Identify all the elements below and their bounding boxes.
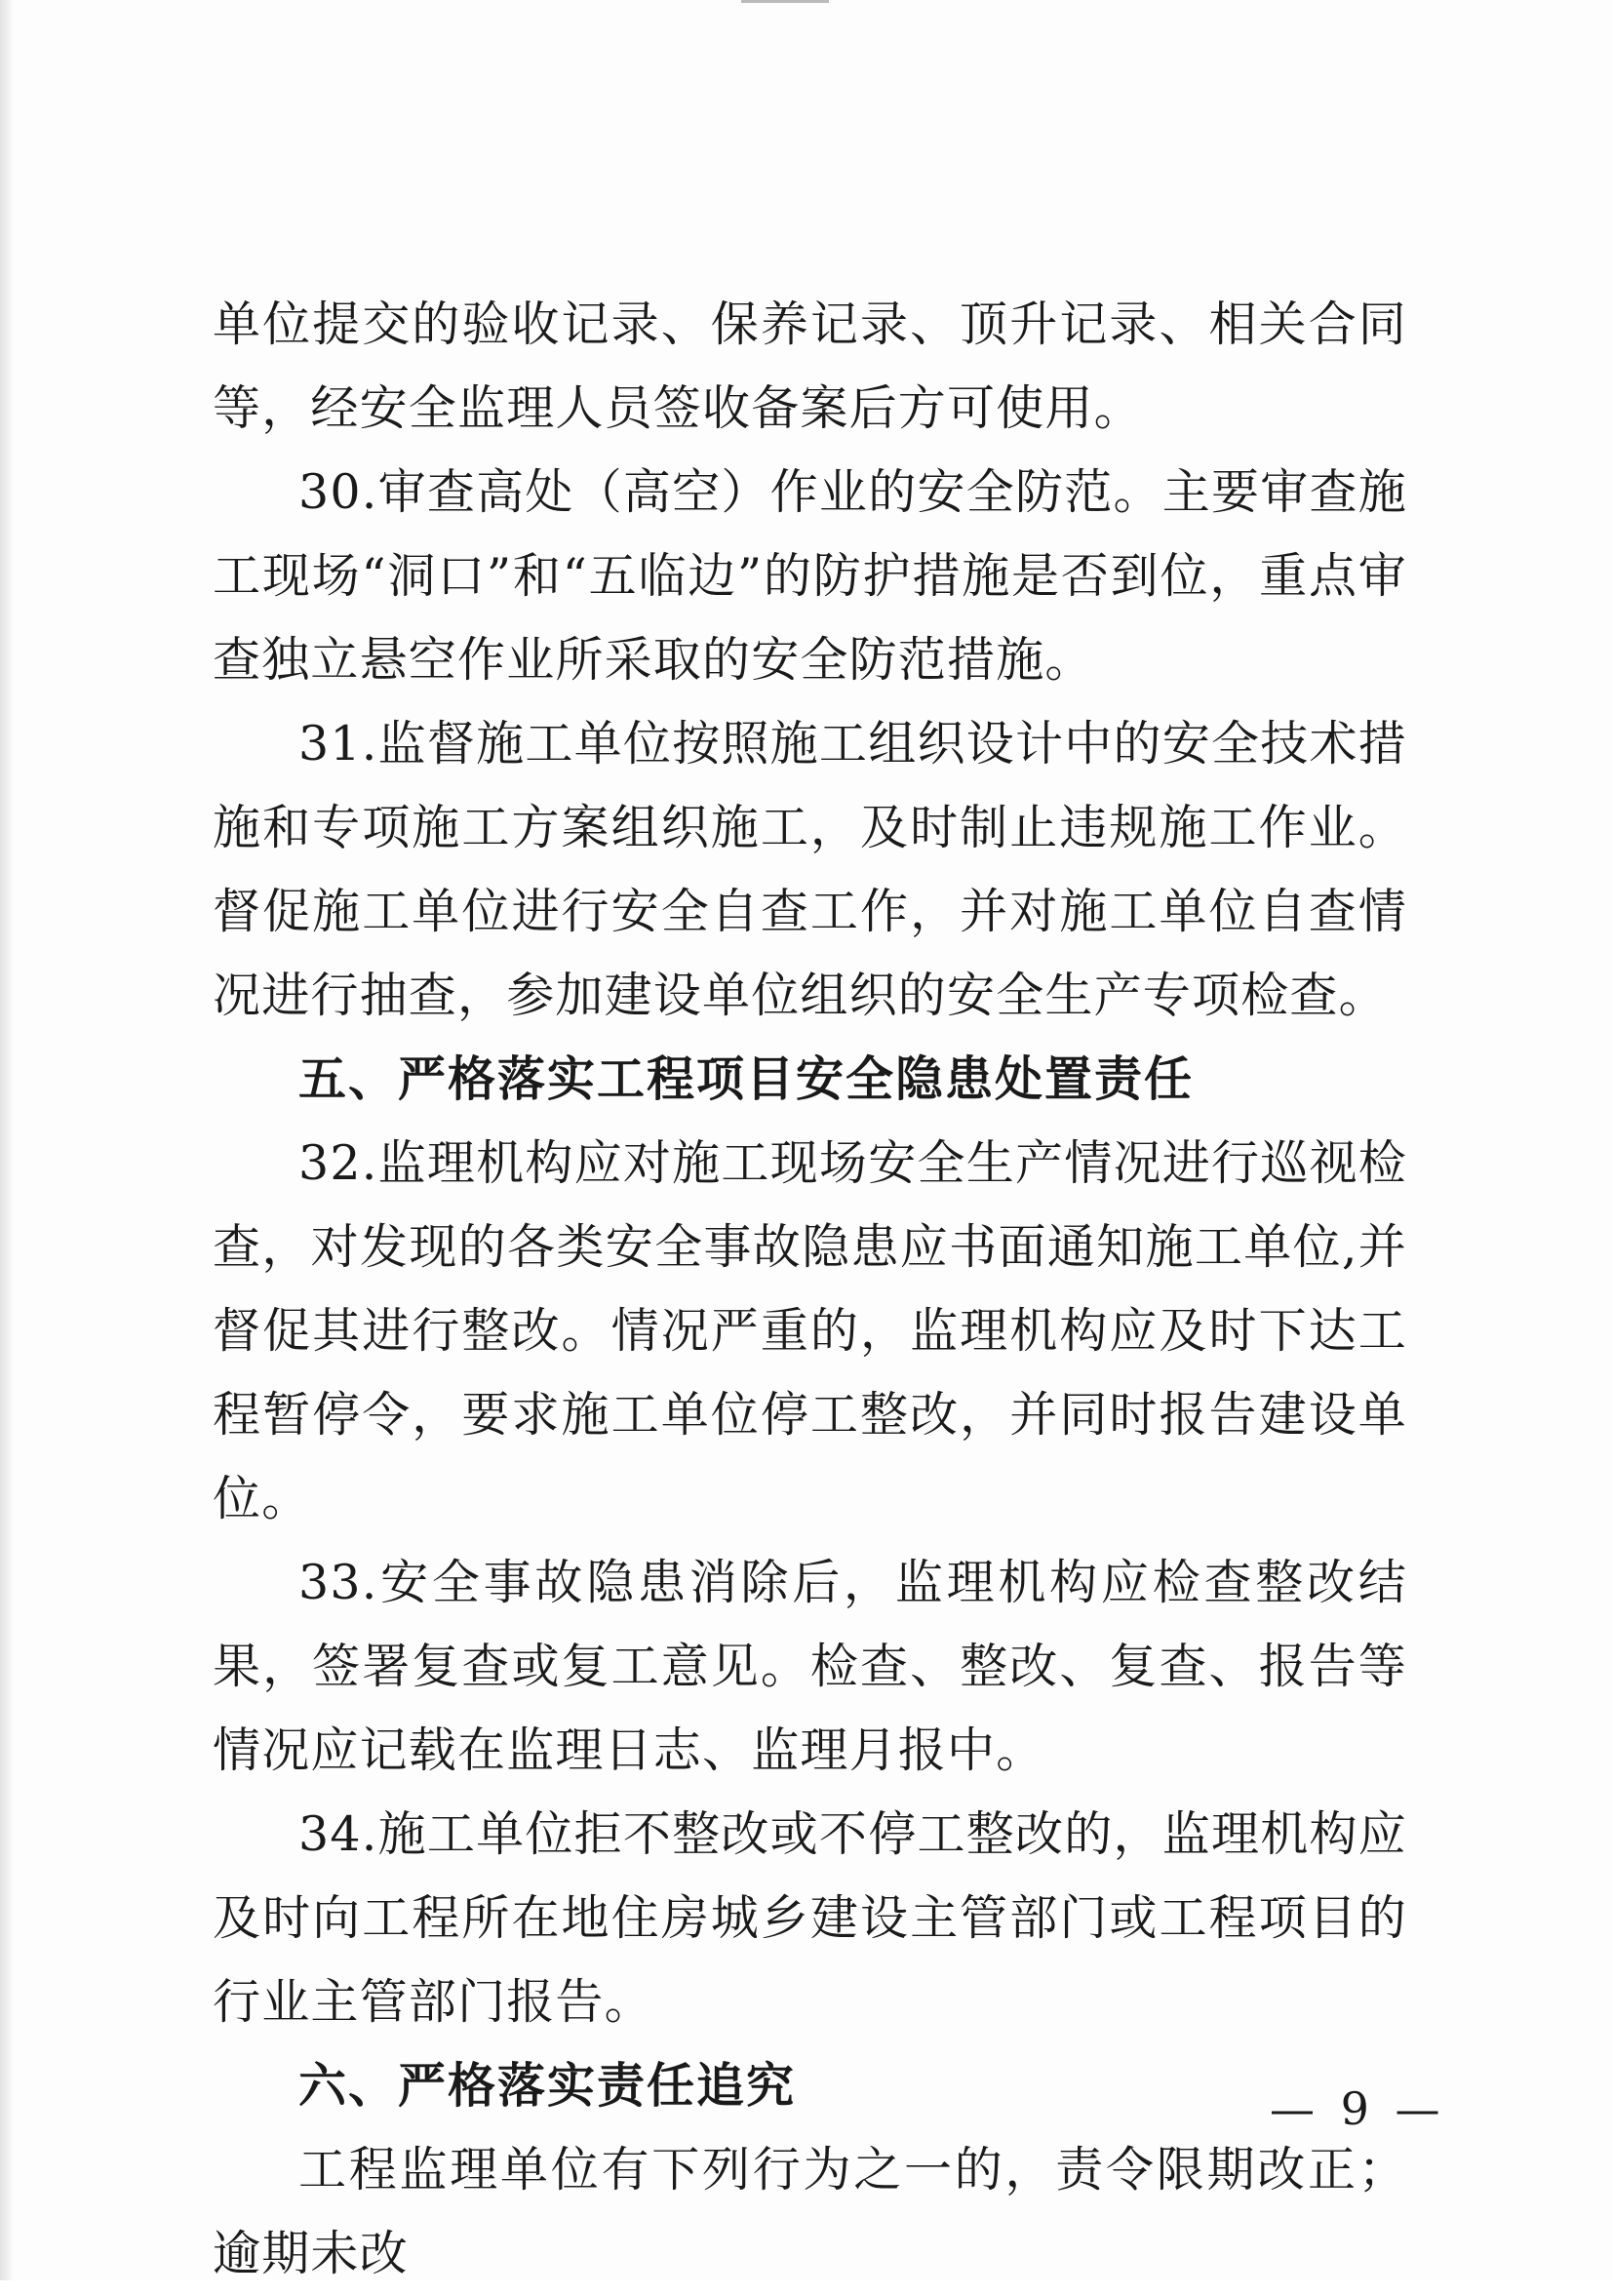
section-heading-5: 五、严格落实工程项目安全隐患处置责任: [298, 1051, 1195, 1107]
paragraph-item-30: 30.审查高处（高空）作业的安全防范。主要审查施工现场“洞口”和“五临边”的防护措施是否到位，重点审查独立悬空作业所采取的安全防范措施。: [213, 464, 1407, 688]
paragraph-liability-intro: 工程监理单位有下列行为之一的，责令限期改正；逾期未改: [213, 2142, 1407, 2281]
paragraph-item-32: 32.监理机构应对施工现场安全生产情况进行巡视检查，对发现的各类安全事故隐患应书面通知施工单位,并督促其进行整改。情况严重的，监理机构应及时下达工程暂停令，要求施工单位停工整改，并同时报告建设单位。: [213, 1135, 1407, 1526]
document-body: [213, 283, 1407, 2296]
paragraph-item-31: 31.监督施工单位按照施工组织设计中的安全技术措施和专项施工方案组织施工，及时制止违规施工作业。督促施工单位进行安全自查工作，并对施工单位自查情况进行抽查，参加建设单位组织的安全生产专项检查。: [213, 716, 1407, 1023]
paragraph-item-33: 33.安全事故隐患消除后，监理机构应检查整改结果，签署复查或复工意见。检查、整改、复查、报告等情况应记载在监理日志、监理月报中。: [213, 1555, 1407, 1778]
paragraph-item-34: 34.施工单位拒不整改或不停工整改的，监理机构应及时向工程所在地住房城乡建设主管部门或工程项目的行业主管部门报告。: [213, 1806, 1407, 2030]
scan-edge-shadow: [0, 0, 14, 2280]
scan-top-mark: [741, 0, 829, 3]
paragraph-continuation: 单位提交的验收记录、保养记录、顶升记录、相关合同等，经安全监理人员签收备案后方可使用。: [213, 297, 1407, 436]
section-heading-6: 六、严格落实责任追究: [298, 2058, 797, 2114]
page-number: — 9 —: [1270, 2082, 1446, 2135]
